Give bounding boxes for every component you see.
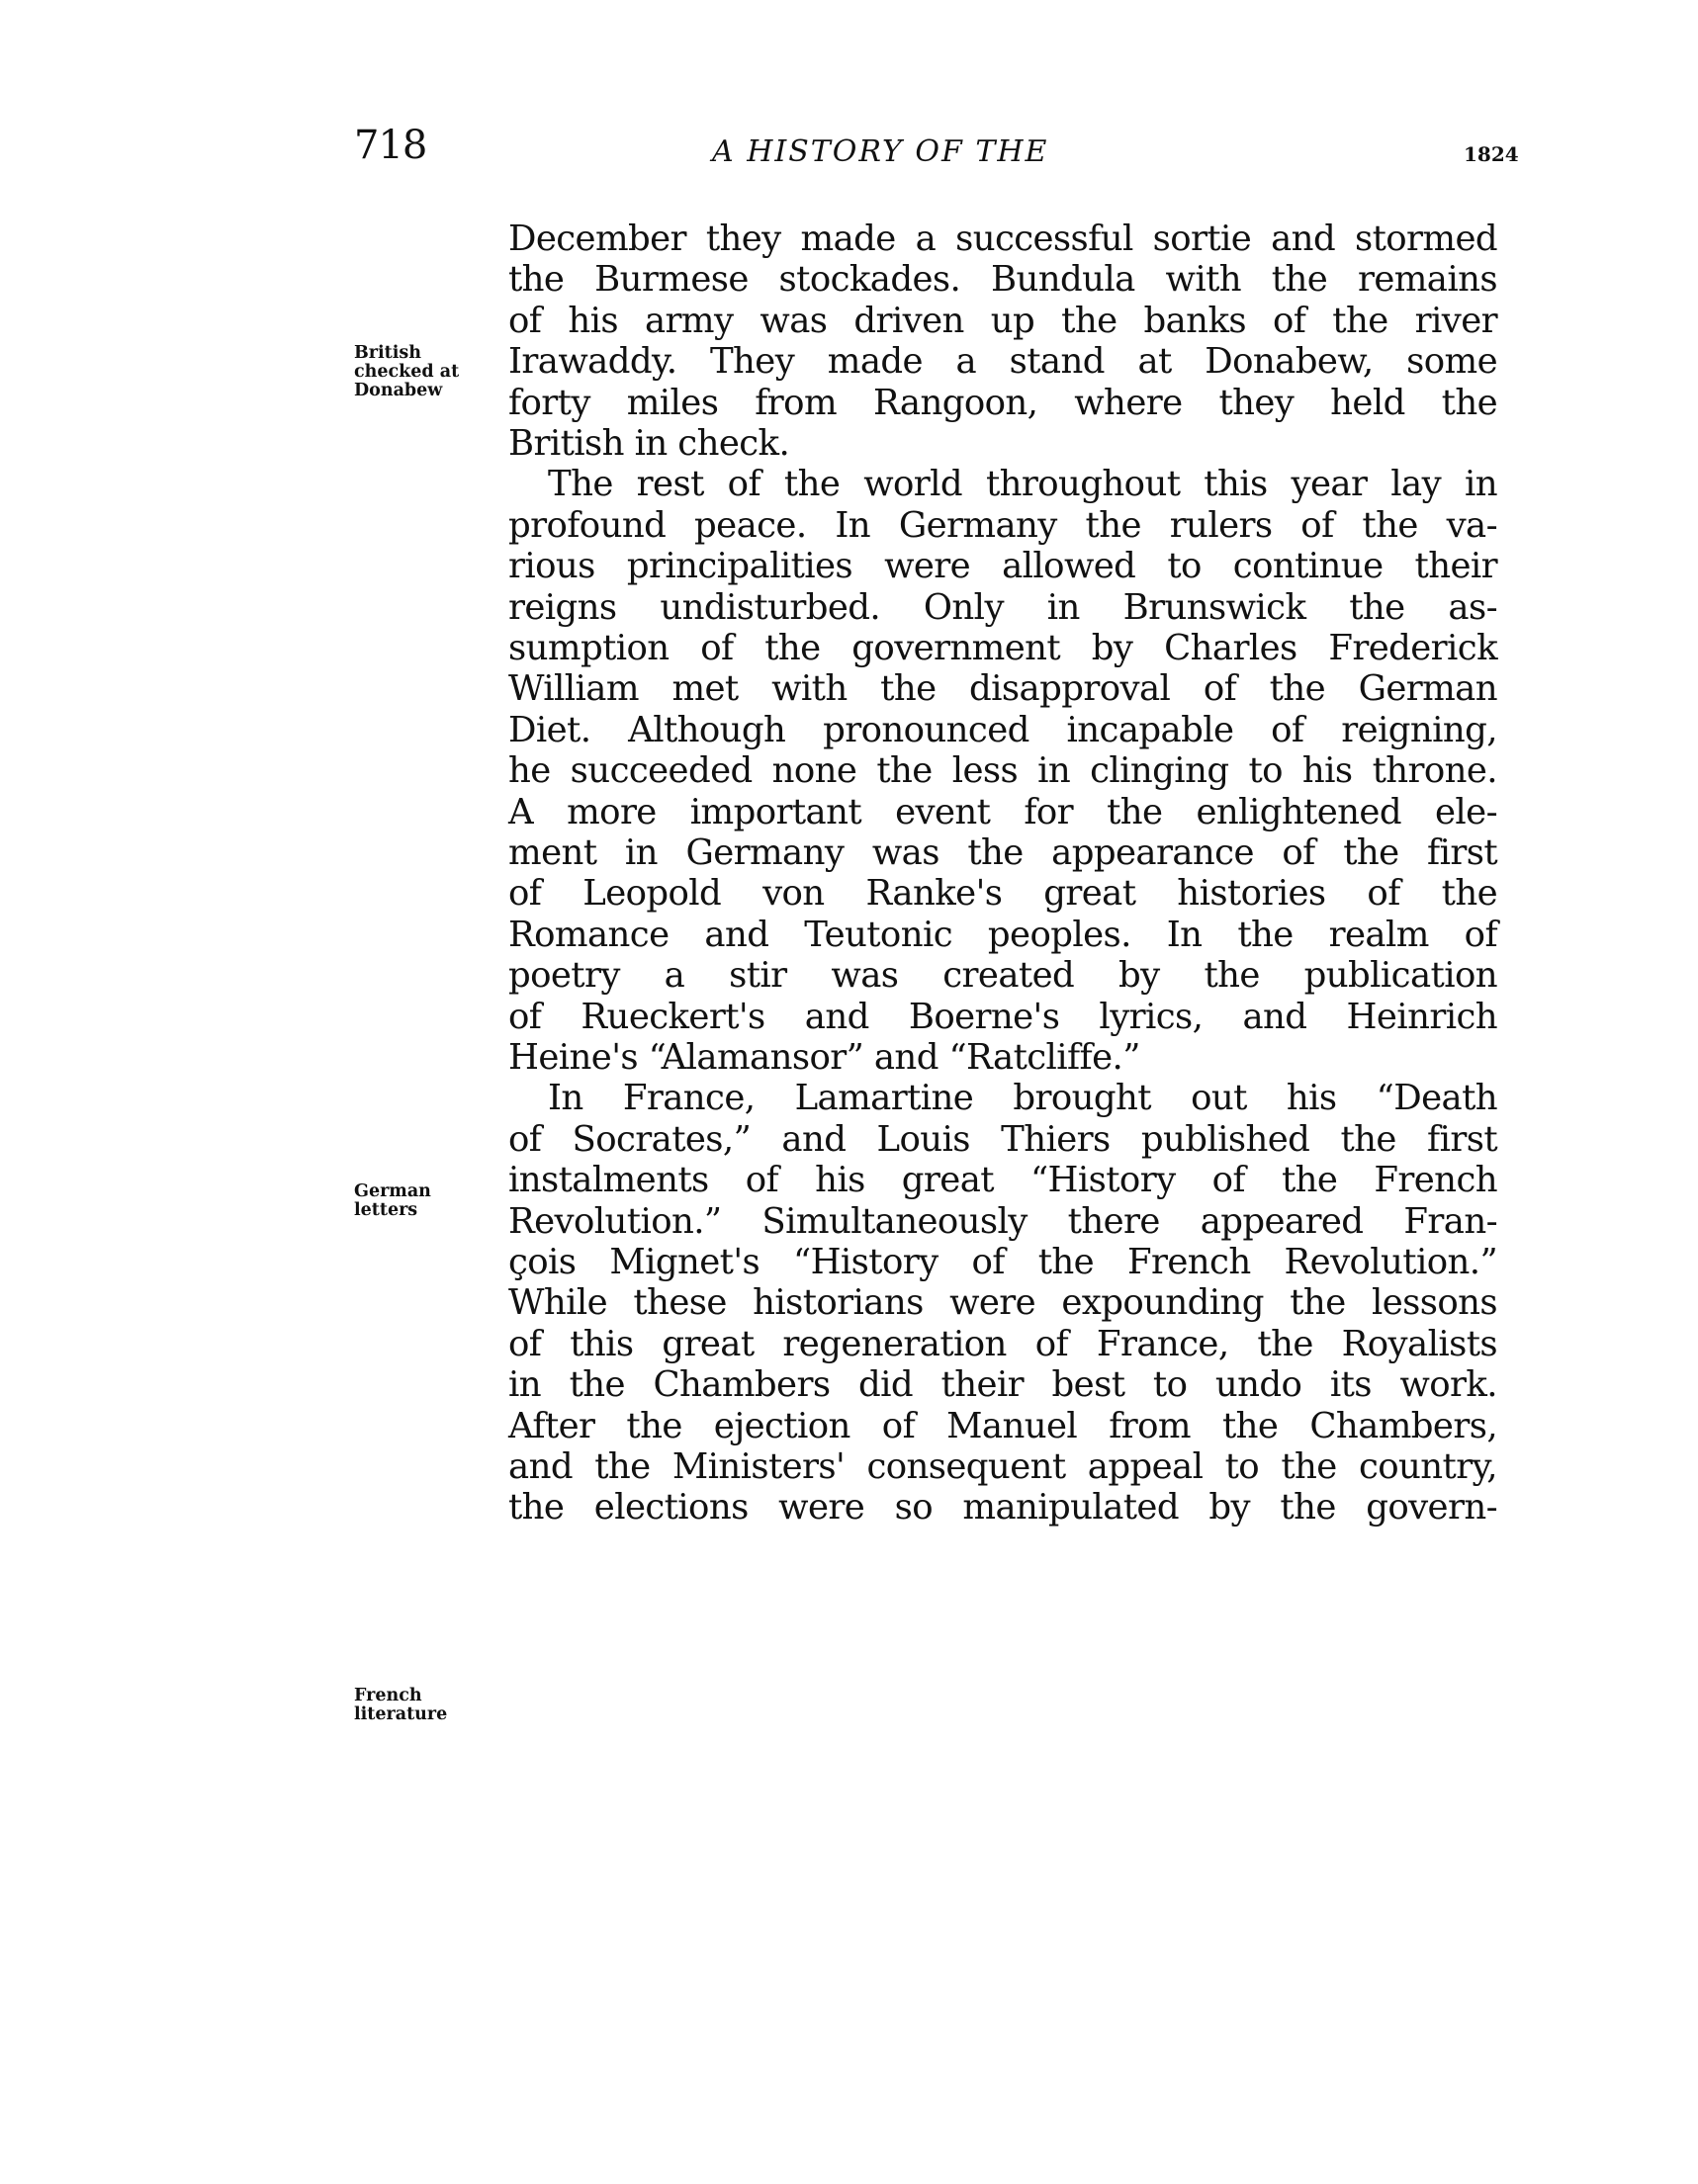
body-line: poetry a stir was created by the publication xyxy=(508,955,1497,997)
body-line: William met with the disapproval of the German xyxy=(508,668,1497,710)
sidenote-line: British xyxy=(354,343,421,363)
body-line: in the Chambers did their best to undo its work. xyxy=(508,1364,1497,1406)
sidenote-line: checked at xyxy=(354,362,460,382)
body-line: ment in Germany was the appearance of the first xyxy=(508,832,1497,873)
body-line: In France, Lamartine brought out his “Death xyxy=(548,1078,1497,1119)
sidenote-line: Donabew xyxy=(354,381,443,400)
body-line: he succeeded none the less in clinging to his throne. xyxy=(508,750,1497,792)
body-line: çois Mignet's “History of the French Revolution.” xyxy=(508,1242,1497,1282)
body-line: of Rueckert's and Boerne's lyrics, and Heinrich xyxy=(508,996,1497,1037)
body-line: of Socrates,” and Louis Thiers published the first xyxy=(508,1118,1497,1160)
body-line: the elections were so manipulated by the govern- xyxy=(508,1487,1497,1529)
page-number: 718 xyxy=(354,123,427,168)
sidenote-british-checked xyxy=(354,344,459,400)
body-line: of this great regeneration of France, the Royalists xyxy=(508,1323,1497,1364)
page-year: 1824 xyxy=(1464,142,1519,166)
sidenote-line: letters xyxy=(354,1200,418,1220)
body-line: rious principalities were allowed to continue their xyxy=(508,546,1497,587)
sidenote-german-letters xyxy=(354,1182,431,1220)
sidenote-french-literature xyxy=(354,1687,447,1724)
body-line: Revolution.” Simultaneously there appeared Fran- xyxy=(508,1200,1497,1242)
body-line: Irawaddy. They made a stand at Donabew, some xyxy=(508,341,1497,383)
sidenote-line: literature xyxy=(354,1704,448,1724)
body-line: December they made a successful sortie and stormed xyxy=(508,218,1497,259)
body-line: of his army was driven up the banks of the river xyxy=(508,300,1497,341)
running-title: A HISTORY OF THE xyxy=(712,134,1049,169)
body-line: Romance and Teutonic peoples. In the realm of xyxy=(508,914,1497,955)
body-line: of Leopold von Ranke's great histories of the xyxy=(508,873,1497,915)
body-line: Diet. Although pronounced incapable of reigning, xyxy=(508,709,1497,750)
body-line: the Burmese stockades. Bundula with the remains xyxy=(508,259,1497,301)
body-line: After the ejection of Manuel from the Chambers, xyxy=(508,1405,1497,1446)
body-line: profound peace. In Germany the rulers of the va- xyxy=(508,504,1497,546)
body-line: sumption of the government by Charles Frederick xyxy=(508,628,1497,668)
body-line: instalments of his great “History of the French xyxy=(508,1160,1497,1201)
body-line: While these historians were expounding the lessons xyxy=(508,1282,1497,1324)
sidenote-line: French xyxy=(354,1686,422,1705)
body-line: and the Ministers' consequent appeal to the country, xyxy=(508,1446,1497,1487)
body-line: forty miles from Rangoon, where they held the xyxy=(508,382,1497,423)
body-line: British in check. xyxy=(508,423,790,464)
body-line: Heine's “Alamansor” and “Ratcliffe.” xyxy=(508,1037,1140,1078)
body-line: The rest of the world throughout this year lay in xyxy=(548,464,1497,505)
body-line: reigns undisturbed. Only in Brunswick the as- xyxy=(508,586,1497,628)
sidenote-line: German xyxy=(354,1181,431,1201)
body-line: A more important event for the enlightened ele- xyxy=(508,791,1497,832)
